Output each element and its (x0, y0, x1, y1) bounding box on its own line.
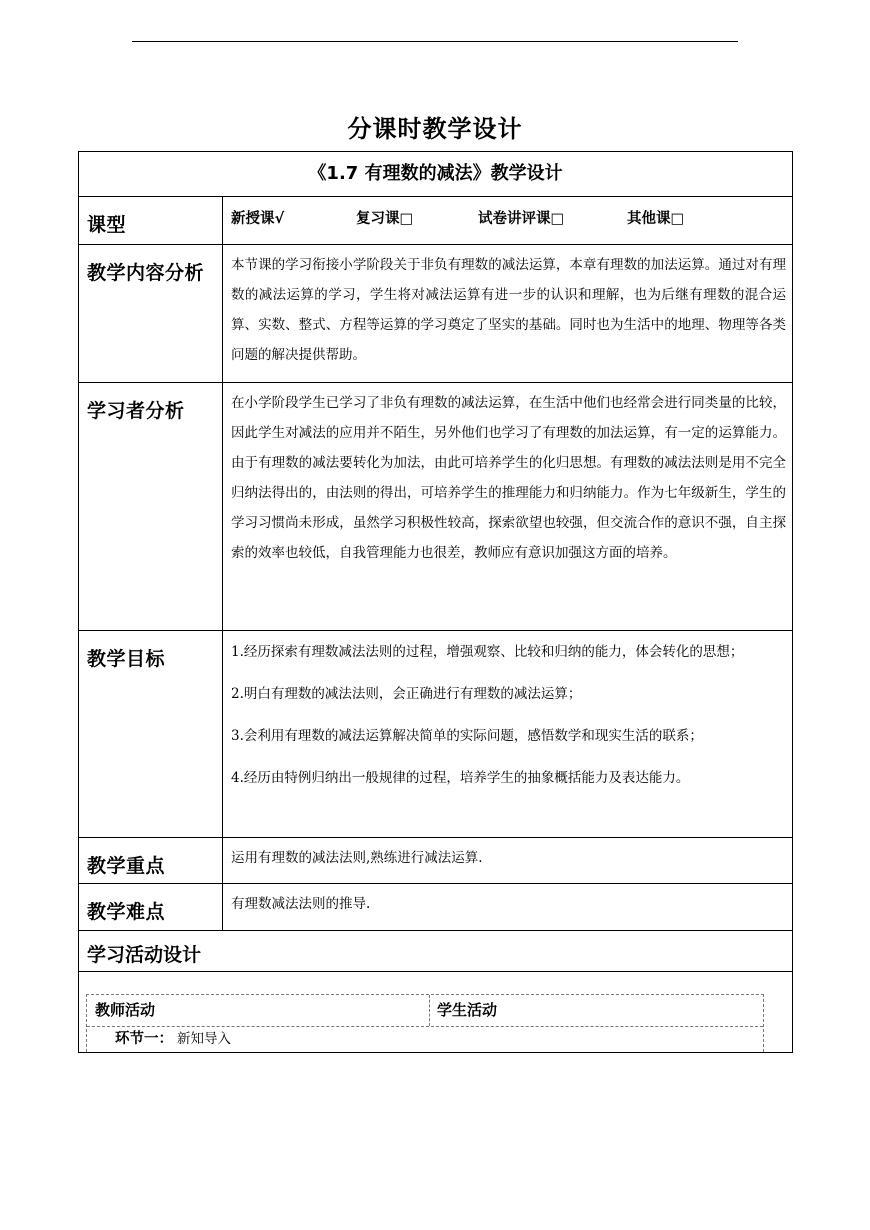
learner-analysis-text: 在小学阶段学生已学习了非负有理数的减法运算，在生活中他们也经常会进行同类量的比较，因此学生对减法的应用并不陌生，另外他们也学习了有理数的加法运算，有一定的运算能力。由于有理数的减法要转化为加法，由此可培养学生的化归思想。有理数的减法法则是用不完全归纳法得出的，由法则的得出，可培养学生的推理能力和归纳能力。作为七年级新生，学生的学习习惯尚未形成，虽然学习积极性较高，探索欲望也较强，但交流合作的意识不强，自主探索的效率也较低，自我管理能力也很差，教师应有意识加强这方面的培养。 (223, 383, 793, 631)
key-point-text: 运用有理数的减法法则,熟练进行减法运算. (223, 838, 793, 884)
course-type-option: 新授课√ (231, 211, 285, 227)
content-analysis-label: 教学内容分析 (79, 245, 223, 383)
content-analysis-row (79, 245, 793, 383)
difficulty-row (79, 884, 793, 931)
difficulty-label: 教学难点 (79, 884, 223, 931)
objectives-label: 教学目标 (79, 631, 223, 838)
page-title: 分课时教学设计 (347, 115, 523, 143)
difficulty-text: 有理数减法法则的推导. (223, 884, 793, 931)
objectives-row (79, 631, 793, 838)
course-type-label: 课型 (79, 197, 223, 245)
learner-analysis-row (79, 383, 793, 631)
teacher-activity-header: 教师活动 (87, 995, 430, 1026)
objective-item: 3.会利用有理数的减法运算解决简单的实际问题，感悟数学和现实生活的联系； (231, 728, 703, 744)
activity-design-label: 学习活动设计 (87, 944, 202, 966)
activity-table-container (79, 972, 792, 1052)
course-type-option: 其他课□ (627, 211, 685, 227)
objective-item: 1.经历探索有理数减法法则的过程，增强观察、比较和归纳的能力，体会转化的思想； (231, 644, 744, 660)
course-type-option: 试卷讲评课□ (478, 211, 565, 227)
segment-label: 环节一： (115, 1031, 173, 1047)
segment-title: 新知导入 (177, 1031, 231, 1047)
header-rule (132, 41, 738, 42)
course-type-option: 复习课□ (356, 211, 414, 227)
objective-item: 4.经历由特例归纳出一般规律的过程，培养学生的抽象概括能力及表达能力。 (231, 770, 690, 786)
course-type-row (79, 197, 793, 245)
student-activity-header: 学生活动 (437, 1001, 498, 1019)
content-analysis-text: 本节课的学习衔接小学阶段关于非负有理数的减法运算，本章有理数的加法运算。通过对有理数的减法运算的学习，学生将对减法运算有进一步的认识和理解，也为后继有理数的混合运算、实数、整式、方程等运算的学习奠定了坚实的基础。同时也为生活中的地理、物理等各类问题的解决提供帮助。 (223, 245, 793, 383)
objectives-list (223, 631, 793, 838)
lesson-plan-table (78, 151, 793, 1053)
key-point-row (79, 838, 793, 884)
key-point-label: 教学重点 (79, 838, 223, 884)
lesson-title-row (79, 152, 793, 197)
activity-table (86, 994, 764, 1052)
activity-table-header (87, 995, 763, 1027)
objective-item: 2.明白有理数的减法法则，会正确进行有理数的减法运算； (231, 686, 582, 702)
activity-table-row (79, 972, 793, 1053)
segment-row (115, 1027, 231, 1051)
course-type-options (223, 197, 793, 245)
lesson-title: 《1.7 有理数的减法》教学设计 (79, 152, 793, 197)
activity-design-row (79, 931, 793, 972)
learner-analysis-label: 学习者分析 (79, 383, 223, 631)
